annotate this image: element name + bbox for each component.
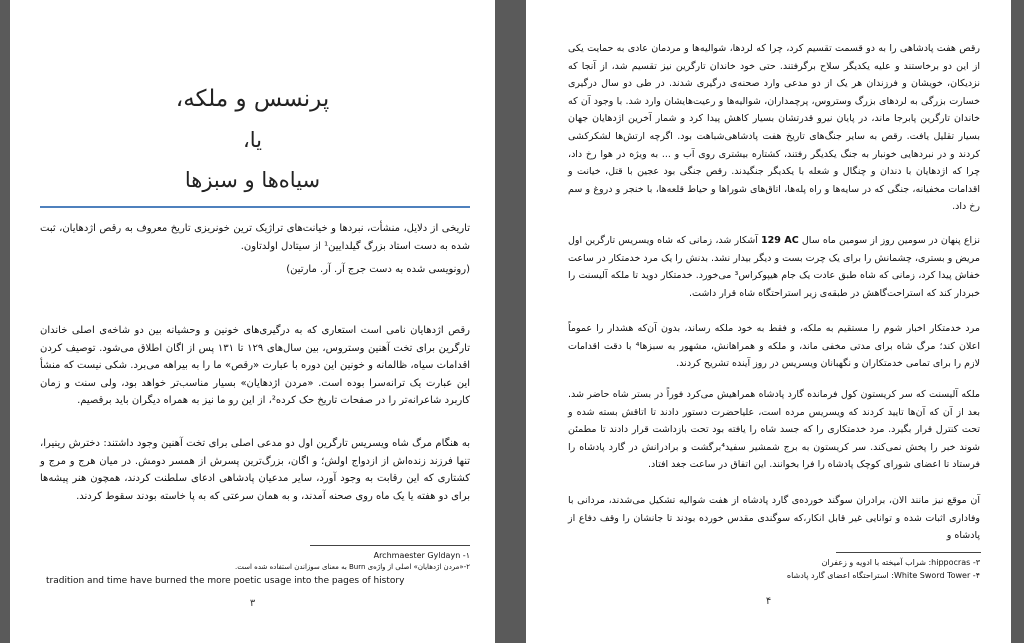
year-label: 129 AC <box>761 235 799 246</box>
footnote-3: hippocras -۳: شراب آمیخته با ادویه و زعفران <box>821 558 980 567</box>
footnote-4: White Sword Tower -۴: استراحتگاه اعضای گارد پادشاه <box>786 571 980 580</box>
paragraph-2 <box>568 232 980 302</box>
footnote-divider <box>310 545 470 546</box>
document-page-right <box>526 0 1011 643</box>
footnote-divider <box>836 552 981 553</box>
title-divider <box>40 206 470 208</box>
title-line-3: سیاه‌ها و سبزها <box>184 168 321 192</box>
document-page-left <box>10 0 495 643</box>
page-number-left: ۳ <box>249 598 256 609</box>
paragraph-1: رقص اژدهایان نامی است استعاری که به درگیری‌های خونین و وحشیانه بین دو شاخه‌ی اصلی خاندان تارگرین برای تخت آهنین وستروس، بین سال‌های ۱۲۹ تا ۱۳۱ پس از اگان اطلاق می‌شود. توصیف کردن اقدامات سیاه، ظالمانه و خونین این دوره با عبارت «رقص» ما را به بیراهه می‌برد. شکی نیست که منشأ این عبارت یک ترانه‌سرا بوده است. «مردن اژدهایان» بسیار مناسب‌تر خواهد بود، ولی سنت و زمان کاربرد شاعرانه‌تر را در صفحات تاریخ حک کرده²، از این رو ما نیز به همراه دیگران باید برقصیم. <box>40 325 470 406</box>
credit-line: (رونویسی شده به دست جرج آر. آر. مارتین) <box>286 264 470 275</box>
overflow-text-line: tradition and time have burned the more poetic usage into the pages of history <box>46 576 405 586</box>
paragraph-2-text-a: نزاع پنهان در سومین روز از سومین ماه سال <box>801 235 981 246</box>
footnote-2: ۲-«مردن اژدهایان» اصلی از واژه‌ی Burn به معنای سوزاندن استفاده شده است. <box>235 563 470 571</box>
paragraph-5: آن موقع نیز مانند الان، برادران سوگند خورده‌ی گارد پادشاه از هفت شوالیه تشکیل می‌شدند، مردانی با وفاداری اثبات شده و توانایی غیر قابل انکار،که سوگندی مقدس خورده بودند تا جانشان را وقف دفاع از پادشاه و <box>568 495 980 542</box>
paragraph-3: مرد خدمتکار اخبار شوم را مستقیم به ملکه، و فقط به خود ملکه رساند، بدون آن‌که هشدار را عموماً اعلان کند؛ مرگ شاه برای مدتی مخفی ماند، و ملکه و همراهانش، مشهور به سبزها⁴ با دقت اقدامات لازم را برای تمامی خدمتکاران و نگهبانان ویسریس در روز آینده تشریح کردند. <box>568 323 980 370</box>
paragraph-1: رقص هفت پادشاهی را به دو قسمت تقسیم کرد، چرا که لردها، شوالیه‌ها و مردمان عادی به حمایت یکی از این دو برخاستند و علیه یکدیگر سلاح برگرفتند. حتی خود خاندان تارگرین نیز تقسیم شد، از آنجا که نزدیکان، خویشان و فرزندان هر یک از دو مدعی وارد صحنه‌ی درگیری شدند. در طی دو سال درگیری خسارت بزرگی به لردهای بزرگ وستروس، پرچمداران، شوالیه‌ها و رعیت‌هایشان وارد شد. با وجود آن که خاندان تارگرین پابرجا ماند، در پایان نیرو قدرتشان بسیار کاهش پیدا کرد و شمار آخرین اژدهایان جهان بسیار تقلیل یافت. رقص به سایر جنگ‌های تاریخ هفت پادشاهی‌شباهت بود. اگرچه ارتش‌ها لشکرکشی کردند و در نبردهایی خونبار به جنگ یکدیگر رفتند، کشتاره بیشتری روی آب و ... به ویژه در هوا رخ داد، چرا که اژدهایان با دندان و چنگال و شعله با یکدیگر جنگیدند. رقص جنگی بود عجین با قتل، خیانت و اقدامات مخفیانه، جنگی که در سایه‌ها و راه پله‌ها، اتاق‌های شوراها و حیاط قلعه‌ها، با خنجر و دروغ و سم رخ داد. <box>568 43 980 213</box>
paragraph-2-text-b: آشکار شد، زمانی که شاه ویسریس تارگرین اول مریض و بستری، چشمانش را برای یک چرت بست و دیگر بیدار نشد. بدنش را یک مرد خدمتکار در ساعت خفاش پیدا کرد، زمانی که شاه طبق عادت یک جام هیپوکراس³ می‌خورد. خدمتکار دوید تا ملکه آلیسنت را خبردار کند که استراحت‌گاهش در طبقه‌ی زیر استراحتگاه شاه قرار داشت. <box>568 235 980 299</box>
paragraph-4: ملکه آلیسنت که سر کریستون کول فرمانده گارد پادشاه همراهیش می‌کرد فوراً در بستر شاه حاضر شد. بعد از آن که آن‌ها تایید کردند که ویسریس مرده است، علیاحضرت دستور دادند تا اتاقش بسته شده و تحت کنترل قرار بگیرد. مرد خدمتکاری را که جسد شاه را یافته بود تحت بازداشت قرار دادند تا مطمئن شوند خبر را پخش نمی‌کند. سر کریستون به برج شمشیر سفید⁴برگشت و برادرانش در گارد پادشاه را فرستاد تا اعضای شورای کوچک پادشاه را فرا بخوانند. این اتفاق در ساعت جغد افتاد. <box>568 389 980 471</box>
paragraph-2: به هنگام مرگ شاه ویسریس تارگرین اول دو مدعی اصلی برای تخت آهنین وجود داشتند: دخترش رینیرا، تنها فرزند زنده‌اش از ازدواج اولش؛ و اگان، بزرگ‌ترین پسرش از همسر دومش. در میان هرج و مرج و کشتاری که این رقابت به وجود آورد، سایر مدعیان پادشاهی ادعای سلطنت کردند، همچون هنر پیشه‌ها برای دو هفته یا یک ماه روی صحنه آمدند، و به همان سرعتی که به پا خاسته بودند سقوط کردند. <box>40 438 470 502</box>
intro-paragraph: تاریخی از دلایل، منشأت، نبردها و خیانت‌های تراژیک ترین خونریزی تاریخ معروف به رقص اژدهایان، ثبت شده به دست استاد بزرگ گیلدایین¹ از سیتادل اولدتاون. <box>40 223 470 252</box>
title-line-2: یا، <box>242 128 263 152</box>
page-number-right: ۴ <box>765 596 772 607</box>
footnote-1: Archmaester Gyldayn -۱ <box>373 551 470 560</box>
title-line-1: پرنسس و ملکه، <box>175 86 330 112</box>
